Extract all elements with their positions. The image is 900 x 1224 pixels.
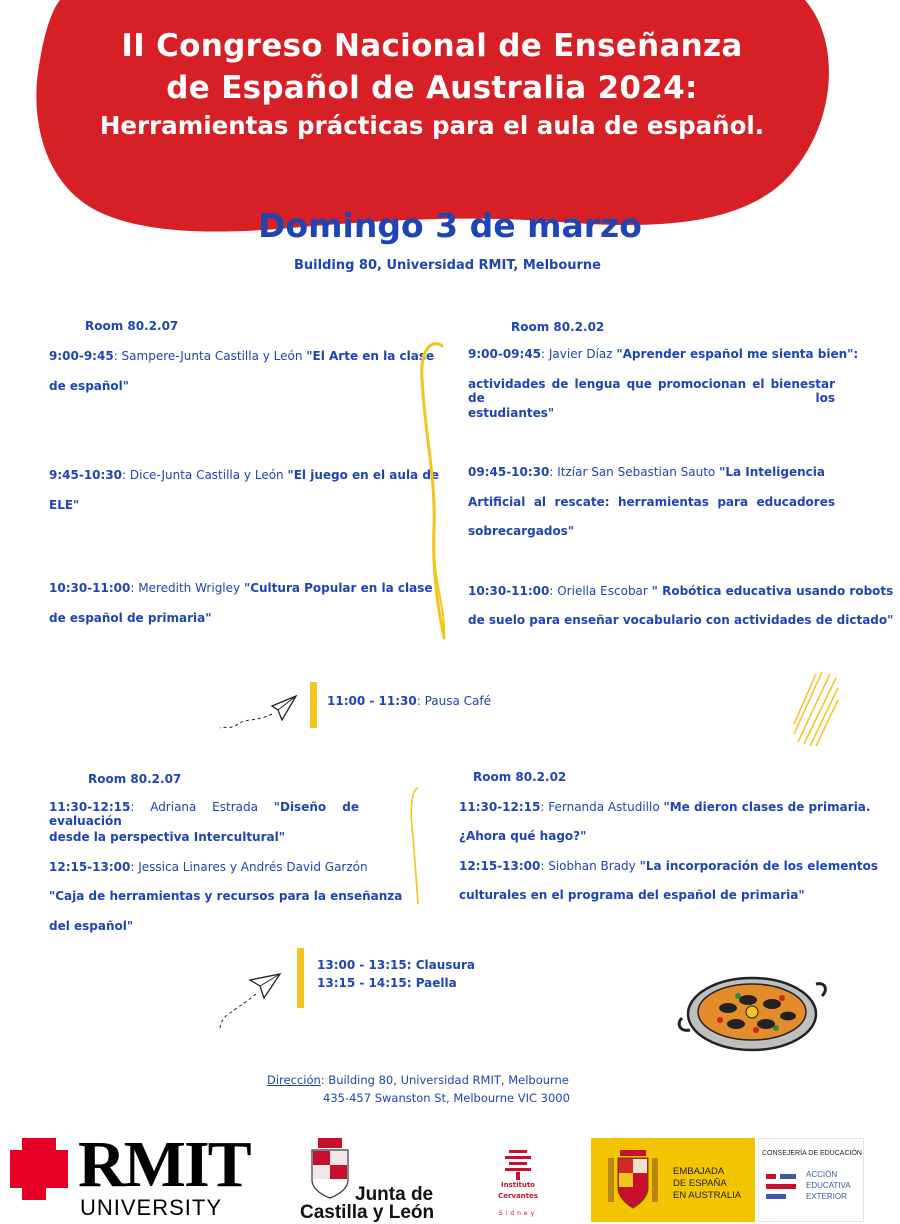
spain-coat-of-arms-icon bbox=[604, 1146, 662, 1212]
session-line: 09:45-10:30: Itzíar San Sebastian Sauto "La Inteligencia bbox=[468, 465, 825, 479]
yellow-accent-bar bbox=[310, 682, 317, 728]
rmit-logo-text: RMIT bbox=[78, 1128, 250, 1201]
embajada-line1: EMBAJADA bbox=[673, 1166, 725, 1177]
cervantes-text3: Sidney bbox=[498, 1210, 538, 1217]
address-line2: 435-457 Swanston St, Melbourne VIC 3000 bbox=[323, 1091, 570, 1105]
address-line1: Dirección: Building 80, Universidad RMIT, Melbourne bbox=[267, 1073, 569, 1087]
session-line: del español" bbox=[49, 919, 134, 933]
room-label-left-morning: Room 80.2.07 bbox=[85, 319, 179, 333]
rmit-university-text: UNIVERSITY bbox=[80, 1195, 223, 1220]
session-line: de español" bbox=[49, 379, 130, 393]
embajada-line2: DE ESPAÑA bbox=[673, 1178, 727, 1189]
session-line: ELE" bbox=[49, 498, 80, 512]
day-heading: Domingo 3 de marzo bbox=[258, 206, 642, 245]
session-line: 9:00-9:45: Sampere-Junta Castilla y León "El Arte en la clase bbox=[49, 349, 435, 363]
session-line: de español de primaria" bbox=[49, 611, 212, 625]
congress-title-line2: de Español de Australia 2024: bbox=[166, 70, 698, 106]
aee-line1: ACCIÓN bbox=[806, 1170, 838, 1179]
session-line: actividades de lengua que promocionan el bienestar de los bbox=[468, 377, 835, 405]
closing-line: 13:00 - 13:15: Clausura bbox=[317, 958, 475, 972]
room-label-right-morning: Room 80.2.02 bbox=[511, 320, 605, 334]
paper-plane-icon bbox=[216, 692, 300, 736]
break-line: 11:00 - 11:30: Pausa Café bbox=[327, 694, 492, 708]
paella-illustration bbox=[676, 968, 828, 1058]
consejeria-text: CONSEJERÍA DE EDUCACIÓN bbox=[762, 1150, 862, 1157]
session-line: estudiantes" bbox=[468, 406, 555, 420]
accion-educativa-exterior-icon bbox=[764, 1170, 800, 1206]
congress-title-line1: II Congreso Nacional de Enseñanza bbox=[121, 28, 743, 64]
squiggle-divider-small bbox=[404, 786, 424, 908]
session-line: 10:30-11:00: Meredith Wrigley "Cultura Popular en la clase bbox=[49, 581, 433, 595]
yellow-accent-bar bbox=[297, 948, 304, 1008]
paella-line: 13:15 - 14:15: Paella bbox=[317, 976, 457, 990]
cervantes-text2: Cervantes bbox=[498, 1192, 538, 1200]
squiggle-divider bbox=[412, 338, 452, 643]
congress-subtitle: Herramientas prácticas para el aula de español. bbox=[99, 111, 765, 140]
room-label-left-afternoon: Room 80.2.07 bbox=[88, 772, 182, 786]
rmit-pixel-icon bbox=[10, 1138, 68, 1200]
paper-plane-icon bbox=[216, 968, 286, 1032]
jcl-text-line2: Castilla y León bbox=[300, 1202, 435, 1223]
castilla-leon-shield-icon bbox=[308, 1136, 352, 1200]
session-line: culturales en el programa del español de primaria" bbox=[459, 888, 805, 902]
session-line: 12:15-13:00: Jessica Linares y Andrés David Garzón bbox=[49, 860, 368, 874]
session-line: desde la perspectiva Intercultural" bbox=[49, 830, 285, 844]
yellow-scribble bbox=[790, 668, 842, 750]
session-line: "Caja de herramientas y recursos para la enseñanza bbox=[49, 889, 403, 903]
venue: Building 80, Universidad RMIT, Melbourne bbox=[294, 258, 601, 273]
room-label-right-afternoon: Room 80.2.02 bbox=[473, 770, 567, 784]
session-line: de suelo para enseñar vocabulario con actividades de dictado" bbox=[468, 613, 894, 627]
session-line: 12:15-13:00: Siobhan Brady "La incorporación de los elementos bbox=[459, 859, 879, 873]
session-line: 9:00-09:45: Javier Díaz "Aprender español me sienta bien": bbox=[468, 347, 859, 361]
aee-line2: EDUCATIVA bbox=[806, 1181, 851, 1190]
jcl-text-line1: Junta de bbox=[355, 1184, 434, 1205]
session-line: 10:30-11:00: Oriella Escobar " Robótica educativa usando robots bbox=[468, 584, 894, 598]
session-line: 11:30-12:15: Adriana Estrada "Diseño de evaluación bbox=[49, 800, 359, 828]
session-line: sobrecargados" bbox=[468, 524, 575, 538]
session-line: Artificial al rescate: herramientas para educadores bbox=[468, 495, 835, 509]
embajada-line3: EN AUSTRALIA bbox=[673, 1190, 742, 1201]
session-line: ¿Ahora qué hago?" bbox=[459, 829, 587, 843]
session-line: 9:45-10:30: Dice-Junta Castilla y León "El juego en el aula de bbox=[49, 468, 440, 482]
instituto-cervantes-icon bbox=[505, 1150, 531, 1180]
aee-line3: EXTERIOR bbox=[806, 1192, 847, 1201]
session-line: 11:30-12:15: Fernanda Astudillo "Me dieron clases de primaria. bbox=[459, 800, 871, 814]
cervantes-text1: Instituto bbox=[501, 1181, 535, 1189]
